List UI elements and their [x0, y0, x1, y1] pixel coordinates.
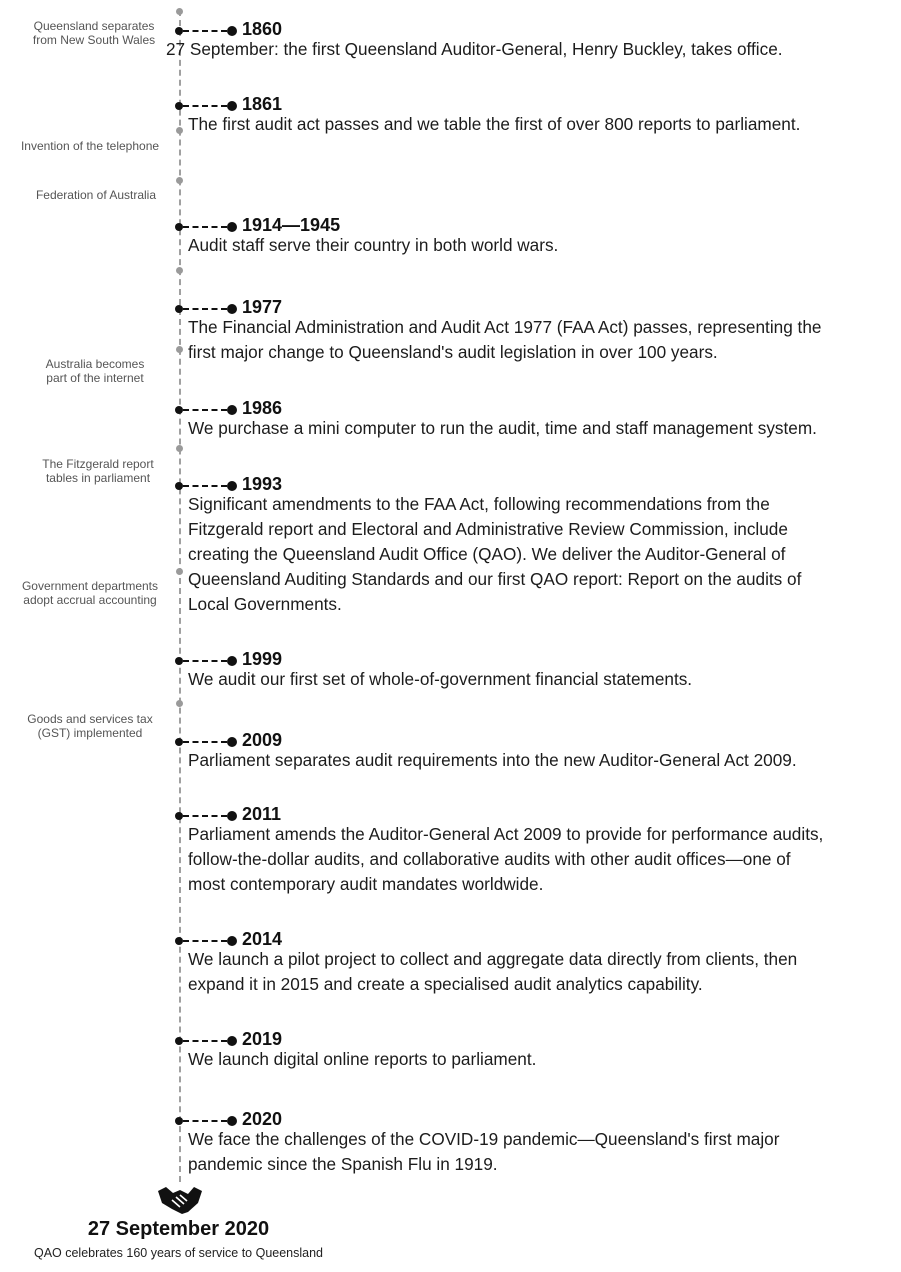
event-connector [175, 1036, 245, 1046]
event-year: 1914—1945 [242, 215, 341, 235]
event-connector [175, 304, 245, 314]
side-event-desc: Goods and services tax [27, 712, 153, 726]
event-text: We audit our first set of whole-of-government financial statements. [188, 669, 693, 689]
event-year: 2020 [242, 1109, 283, 1129]
side-event-desc: Government departments [21, 579, 159, 593]
event-text: The first audit act passes and we table the first of over 800 reports to parliament. [188, 114, 801, 134]
event-text: Queensland Auditing Standards and our first QAO report: Report on the audits of [188, 569, 802, 589]
timeline-axis [179, 10, 181, 1182]
event-year: 2019 [242, 1029, 283, 1049]
event-text: 27 September: the first Queensland Auditor-General, Henry Buckley, takes office. [166, 39, 783, 59]
event-connector [175, 26, 245, 36]
handshake-icon [158, 1185, 202, 1215]
event-text: We face the challenges of the COVID-19 pandemic—Queensland's first major [188, 1129, 780, 1149]
event-connector [175, 1116, 245, 1126]
final-caption: QAO celebrates 160 years of service to Queensland [33, 1246, 324, 1260]
event-year: 2009 [242, 730, 283, 750]
side-event-desc: Australia becomes [45, 357, 145, 371]
event-text: We purchase a mini computer to run the audit, time and staff management system. [188, 418, 817, 438]
side-event-desc: Queensland separates [33, 19, 155, 33]
event-year: 1999 [242, 649, 283, 669]
event-text: Parliament separates audit requirements into the new Auditor-General Act 2009. [188, 750, 797, 770]
event-text: pandemic since the Spanish Flu in 1919. [188, 1154, 498, 1174]
event-text: follow-the-dollar audits, and collaborative audits with other audit offices—one of [188, 849, 791, 869]
event-text: most contemporary audit mandates worldwide. [188, 874, 544, 894]
event-text: The Financial Administration and Audit Act 1977 (FAA Act) passes, representing the [188, 317, 822, 337]
event-year: 1993 [242, 474, 283, 494]
side-event-desc: Federation of Australia [35, 188, 157, 202]
event-year: 2014 [242, 929, 283, 949]
event-text: Local Governments. [188, 594, 342, 614]
event-text: creating the Queensland Audit Office (QAO). We deliver the Auditor-General of [188, 544, 786, 564]
event-year: 1977 [242, 297, 283, 317]
side-event-desc: from New South Wales [32, 33, 156, 47]
side-event-desc: tables in parliament [45, 471, 151, 485]
event-connector [175, 101, 245, 111]
event-connector [175, 405, 245, 415]
event-connector [175, 936, 245, 946]
event-connector [175, 222, 245, 232]
event-year: 1860 [242, 19, 283, 39]
side-event-desc: Invention of the telephone [20, 139, 160, 153]
side-event-desc: part of the internet [46, 371, 144, 385]
side-event-desc: adopt accrual accounting [23, 593, 157, 607]
event-text: Significant amendments to the FAA Act, following recommendations from the [188, 494, 770, 514]
event-connector [175, 481, 245, 491]
event-text: expand it in 2015 and create a specialised audit analytics capability. [188, 974, 703, 994]
event-text: Audit staff serve their country in both world wars. [188, 235, 559, 255]
side-event-desc: The Fitzgerald report [42, 457, 154, 471]
event-connector [175, 656, 245, 666]
event-year: 2011 [242, 804, 282, 824]
event-connector [175, 737, 245, 747]
event-year: 1986 [242, 398, 283, 418]
event-text: We launch digital online reports to parliament. [188, 1049, 537, 1069]
event-text: first major change to Queensland's audit legislation in over 100 years. [188, 342, 718, 362]
event-connector [175, 811, 245, 821]
event-text: We launch a pilot project to collect and aggregate data directly from clients, then [188, 949, 798, 969]
event-year: 1861 [242, 94, 283, 114]
side-event-desc: (GST) implemented [37, 726, 143, 740]
event-text: Fitzgerald report and Electoral and Administrative Review Commission, include [188, 519, 788, 539]
final-date: 27 September 2020 [87, 1218, 270, 1240]
event-text: Parliament amends the Auditor-General Act 2009 to provide for performance audits, [188, 824, 824, 844]
